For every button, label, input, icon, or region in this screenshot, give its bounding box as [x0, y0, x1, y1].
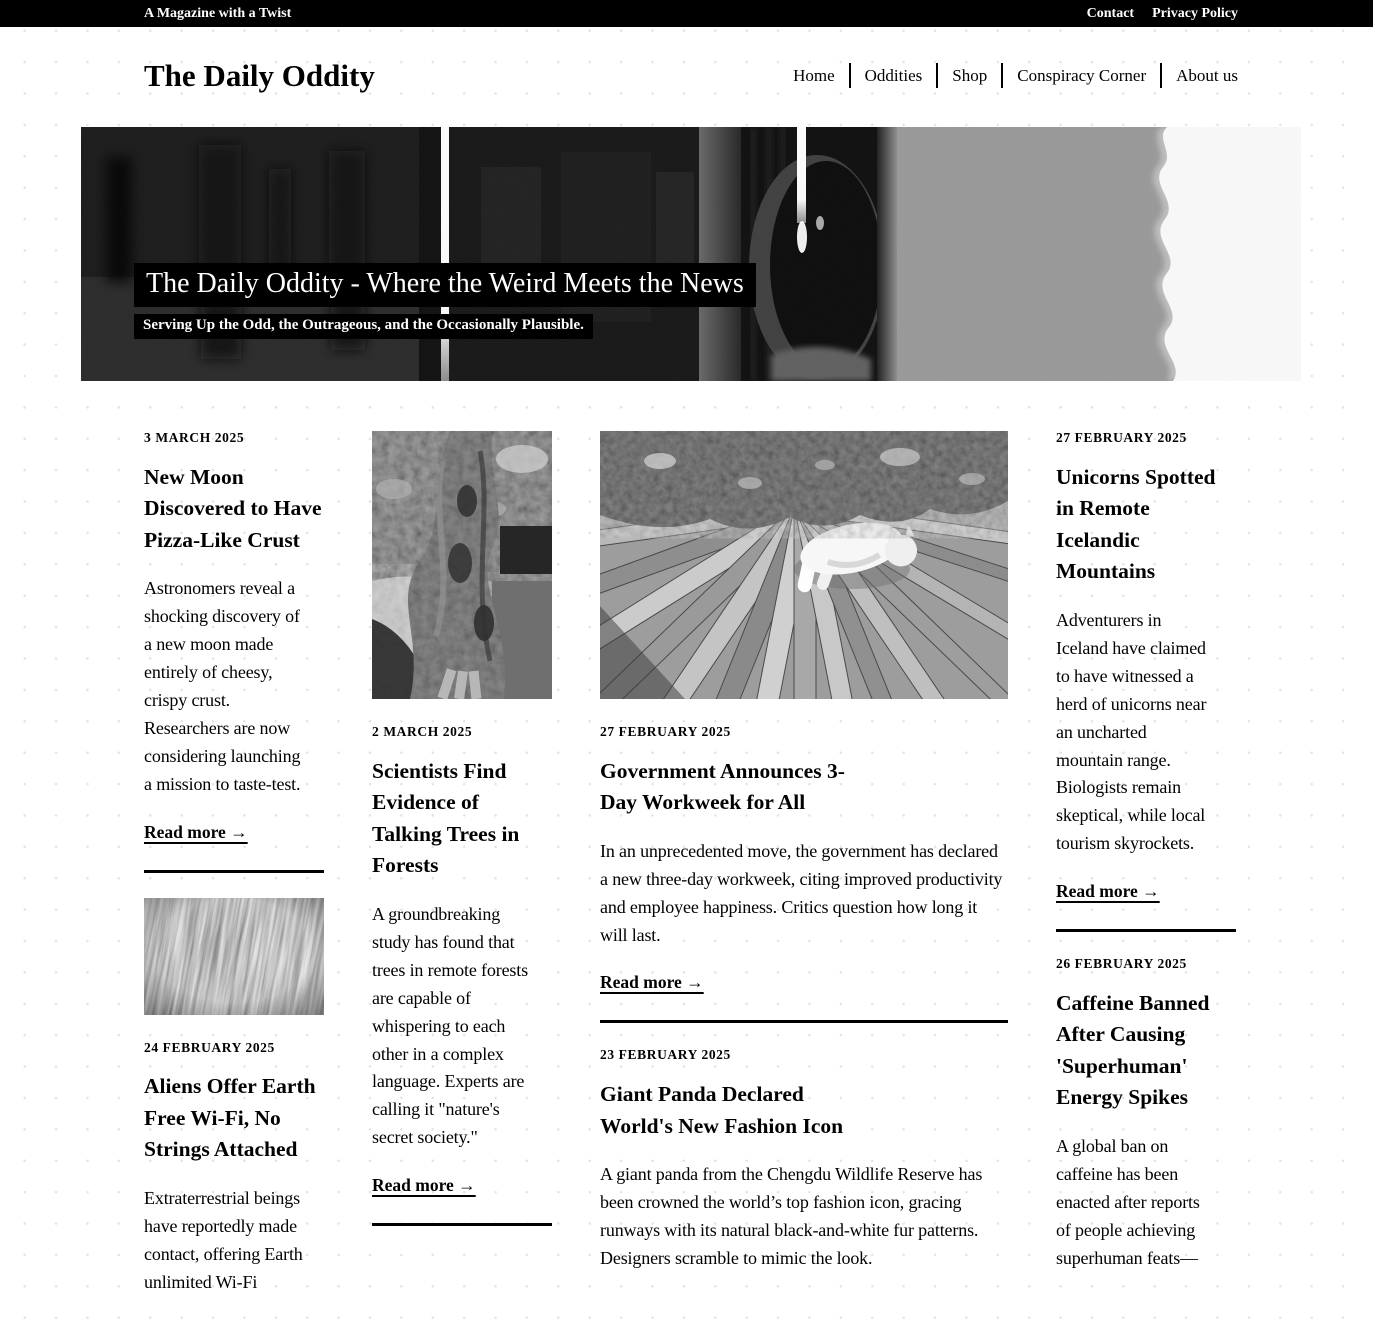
article-title: Aliens Offer Earth Free Wi-Fi, No Strings Attached — [144, 1074, 316, 1162]
article-excerpt: Extraterrestrial beings have reportedly made contact, offering Earth unlimited Wi-Fi — [144, 1187, 303, 1292]
article-panda-fashion — [600, 1048, 1008, 1272]
article-divider — [372, 1223, 552, 1226]
article-date: 3 MARCH 2025 — [144, 430, 245, 446]
nav-item-about-us[interactable]: About us — [1176, 65, 1238, 85]
article-new-moon — [144, 431, 324, 872]
hero-subtitle: Serving Up the Odd, the Outrageous, and the Occasionally Plausible. — [134, 314, 756, 339]
nav-divider — [849, 63, 851, 88]
article-title: Caffeine Banned After Causing 'Superhuman' Energy Spikes — [1056, 990, 1210, 1110]
article-title: New Moon Discovered to Have Pizza-Like Crust — [144, 464, 322, 552]
nav-item-conspiracy-corner[interactable]: Conspiracy Corner — [1017, 65, 1147, 85]
article-date: 27 FEBRUARY 2025 — [600, 724, 731, 740]
article-excerpt: A global ban on caffeine has been enacted after reports of people achieving superhuman feats— — [1056, 1135, 1200, 1268]
article-excerpt: In an unprecedented move, the government has declared a new three-day workweek, citing improved productivity and employee happiness. Critics question how long it will last. — [600, 840, 1003, 945]
article-divider — [1056, 929, 1236, 932]
article-excerpt: A groundbreaking study has found that trees in remote forests are capable of whispering to each other in a complex language. Experts are calling it "nature's secret society." — [372, 904, 528, 1148]
topbar-link-contact[interactable]: Contact — [1086, 5, 1135, 21]
topbar-link-privacy-policy[interactable]: Privacy Policy — [1152, 5, 1238, 21]
top-bar — [0, 0, 1373, 27]
read-more-link[interactable]: Read more → — [372, 1175, 476, 1196]
read-more-link[interactable]: Read more → — [144, 821, 248, 842]
article-grid — [81, 431, 1301, 1319]
article-excerpt: A giant panda from the Chengdu Wildlife Reserve has been crowned the world’s top fashion icon, gracing runways with its natural black-and-white fur patterns. Designers scramble to mimic the look. — [600, 1164, 983, 1268]
article-date: 23 FEBRUARY 2025 — [600, 1047, 731, 1063]
read-more-link[interactable]: Read more → — [1056, 881, 1160, 902]
nav-divider — [936, 63, 938, 88]
column-2 — [372, 431, 552, 1251]
article-image-tree-trunk[interactable] — [372, 431, 552, 699]
hero-banner — [81, 127, 1301, 381]
article-talking-trees — [372, 431, 552, 1226]
nav-item-shop[interactable]: Shop — [952, 65, 988, 85]
article-divider — [600, 1020, 1008, 1023]
article-title: Unicorns Spotted in Remote Icelandic Mountains — [1056, 464, 1216, 584]
column-4 — [1056, 431, 1236, 1295]
hero-title: The Daily Oddity - Where the Weird Meets the News — [134, 263, 756, 307]
nav-item-home[interactable]: Home — [793, 65, 835, 85]
hero-caption — [134, 263, 756, 339]
tagline: A Magazine with a Twist — [144, 5, 292, 21]
article-excerpt: Adventurers in Iceland have claimed to have witnessed a herd of unicorns near an uncharted mountain range. Biologists remain skeptical, while local tourism skyrockets. — [1056, 610, 1207, 854]
article-title: Government Announces 3-Day Workweek for All — [600, 758, 845, 815]
article-aliens-wifi — [144, 898, 324, 1297]
article-title: Scientists Find Evidence of Talking Trees in Forests — [372, 758, 520, 878]
article-date: 2 MARCH 2025 — [372, 724, 473, 740]
main-nav — [793, 63, 1238, 88]
nav-item-oddities[interactable]: Oddities — [864, 65, 923, 85]
site-header — [81, 27, 1301, 94]
article-date: 26 FEBRUARY 2025 — [1056, 956, 1187, 972]
nav-divider — [1001, 63, 1003, 88]
article-caffeine-ban — [1056, 957, 1236, 1272]
nav-divider — [1160, 63, 1162, 88]
article-title: Giant Panda Declared World's New Fashion Icon — [600, 1081, 844, 1138]
site-title[interactable]: The Daily Oddity — [144, 58, 375, 93]
hero-image — [81, 127, 1301, 381]
article-divider — [144, 870, 324, 873]
read-more-link[interactable]: Read more → — [600, 972, 704, 993]
article-unicorns — [1056, 431, 1236, 932]
article-excerpt: Astronomers reveal a shocking discovery of a new moon made entirely of cheesy, crispy crust. Researchers are now considering launching a mission to taste-test. — [144, 578, 301, 794]
article-image-fur-texture[interactable] — [144, 898, 324, 1015]
column-3 — [600, 431, 1008, 1296]
column-1 — [144, 431, 324, 1319]
article-date: 27 FEBRUARY 2025 — [1056, 430, 1187, 446]
article-image-cat-on-bamboo[interactable] — [600, 431, 1008, 699]
article-workweek — [600, 431, 1008, 1023]
article-date: 24 FEBRUARY 2025 — [144, 1039, 275, 1055]
